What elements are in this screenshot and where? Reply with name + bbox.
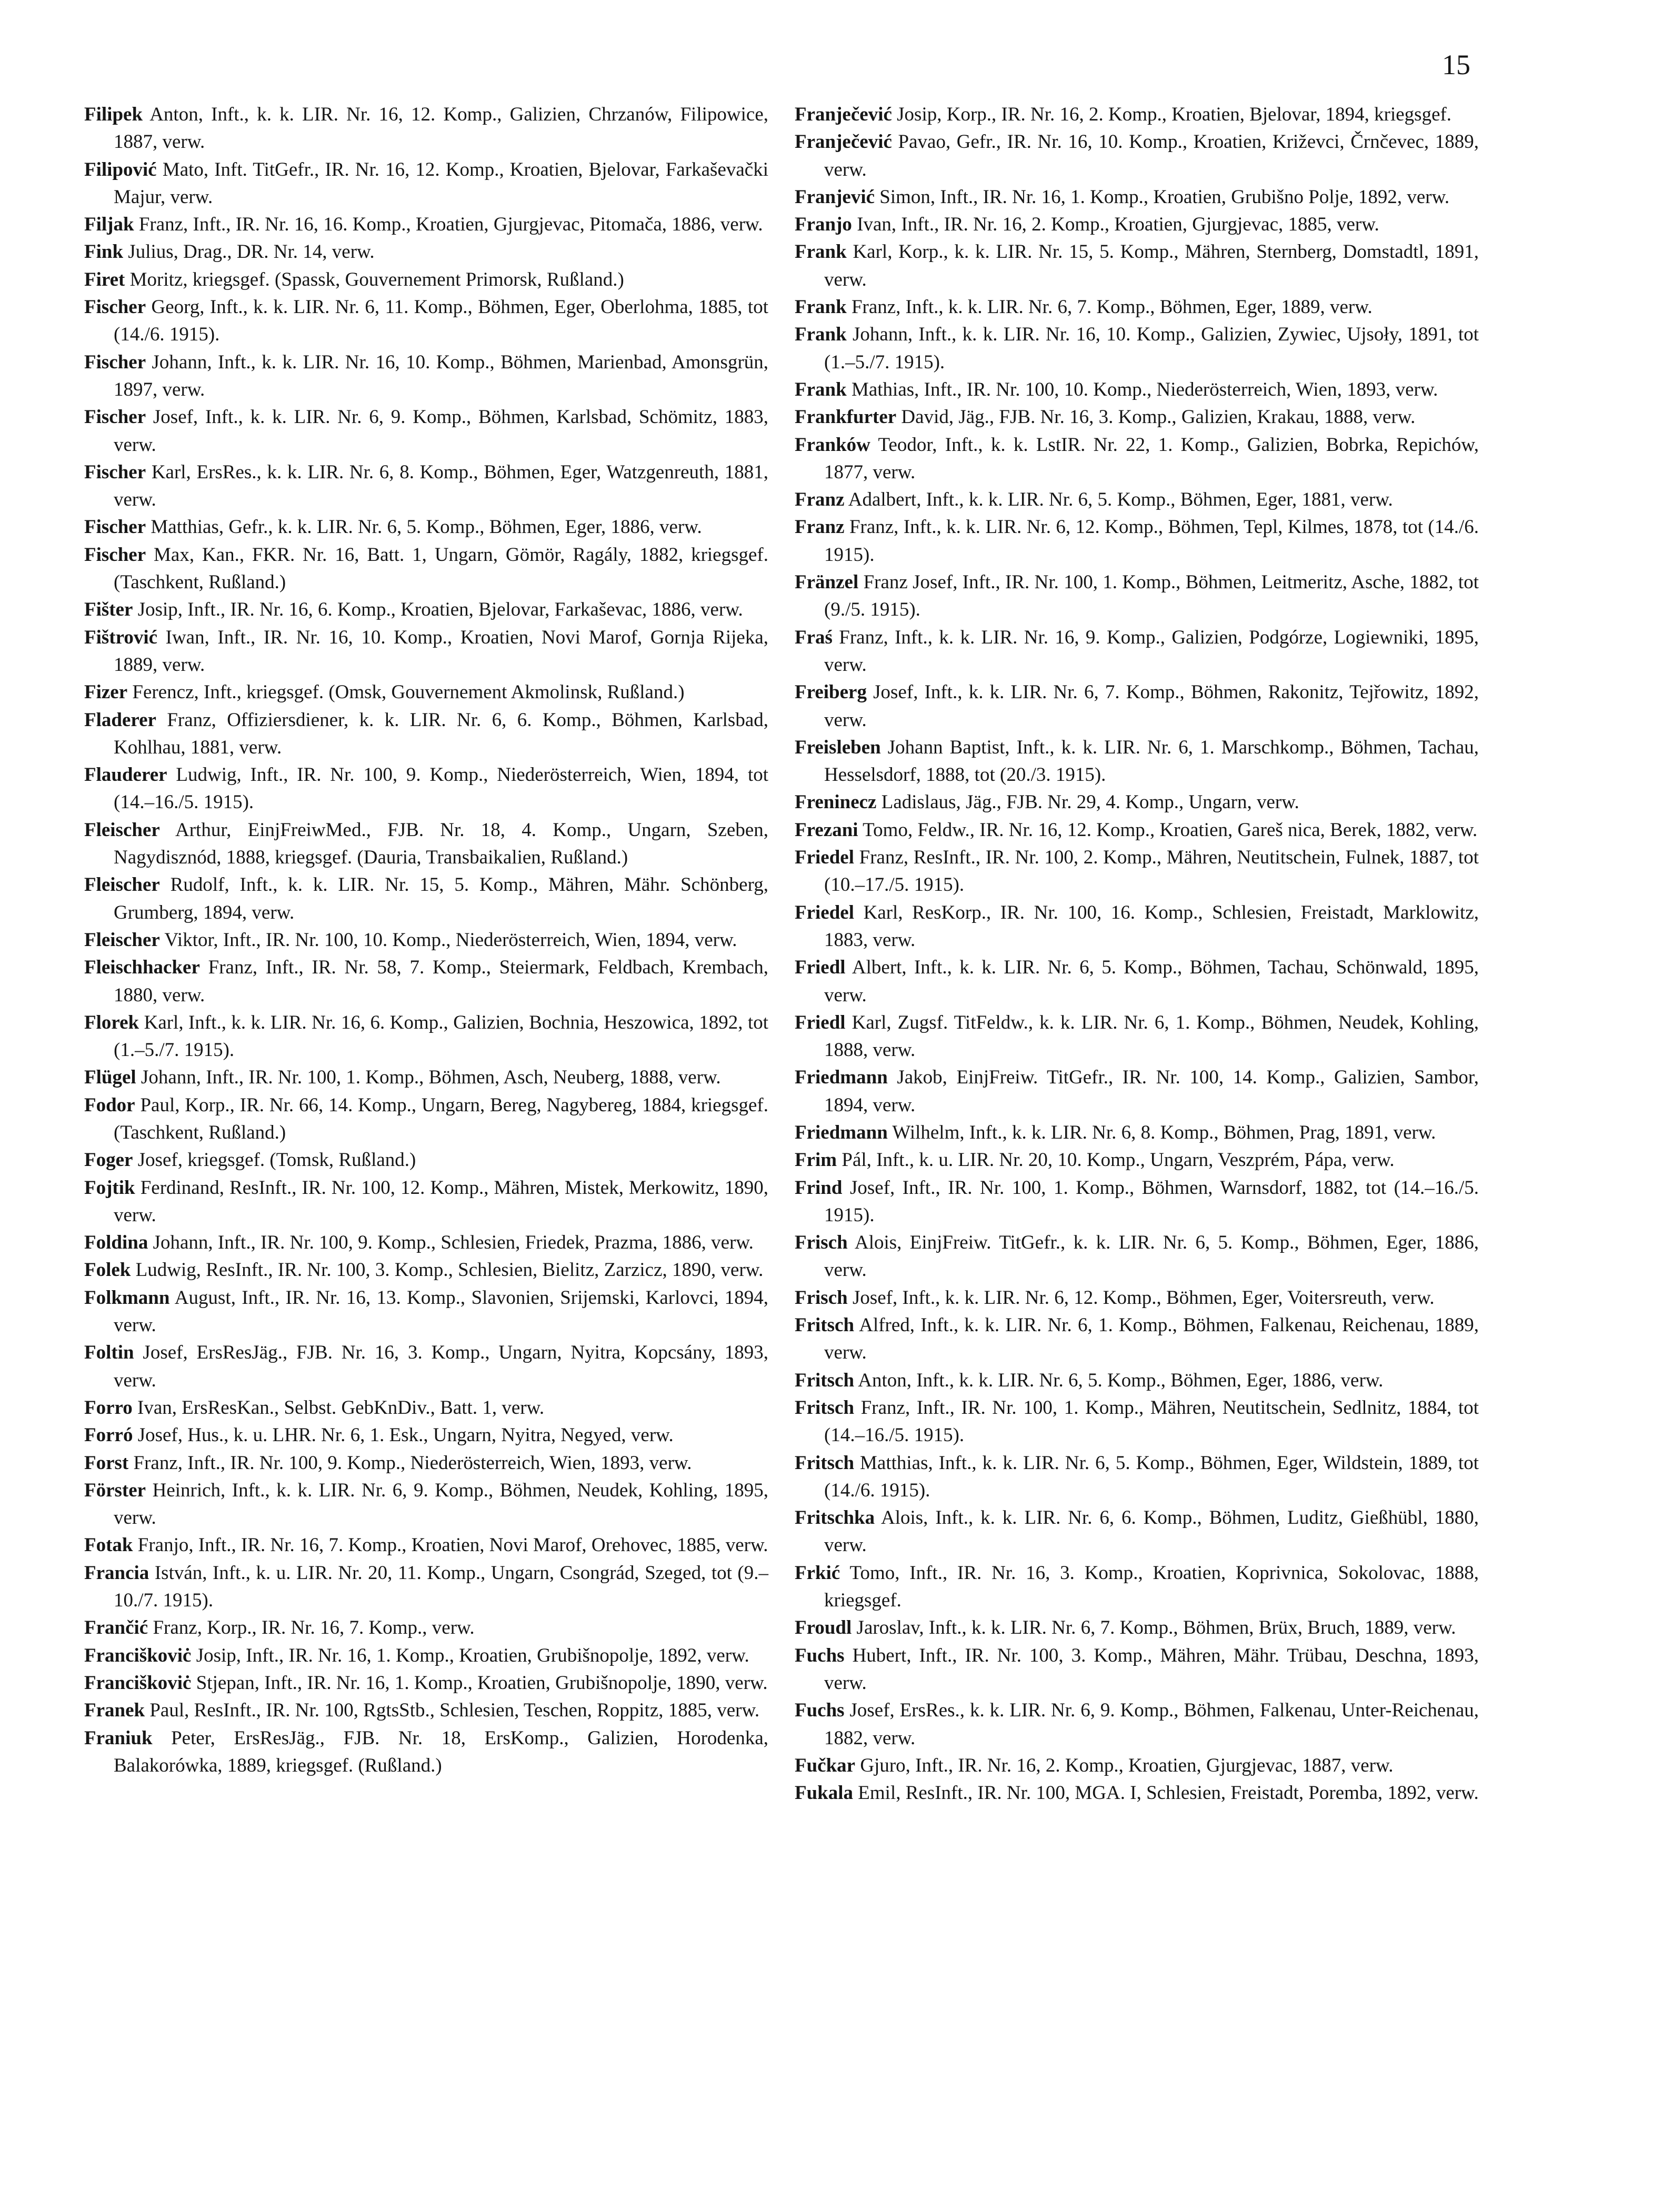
entry-details: Simon, Inft., IR. Nr. 16, 1. Komp., Kroatien, Grubišno Polje, 1892, verw. (879, 186, 1450, 208)
entry-surname: Fleischer (84, 874, 160, 896)
list-entry (795, 1394, 1479, 1450)
entry-details: Ivan, ErsResKan., Selbst. GebKnDiv., Batt. 1, verw. (137, 1396, 545, 1419)
list-entry (84, 101, 768, 156)
entry-details: Stjepan, Inft., IR. Nr. 16, 1. Komp., Kroatien, Grubišnopolje, 1890, verw. (196, 1672, 768, 1694)
entry-details: Matthias, Inft., k. k. LIR. Nr. 6, 5. Komp., Böhmen, Eger, Wildstein, 1889, tot (14./6. 1915). (824, 1452, 1479, 1501)
list-entry (84, 238, 768, 266)
list-entry (795, 128, 1479, 184)
list-entry (795, 211, 1479, 238)
entry-details: Josef, Inft., k. k. LIR. Nr. 6, 12. Komp., Böhmen, Eger, Voitersreuth, verw. (852, 1286, 1435, 1309)
entry-surname: Fritsch (795, 1314, 855, 1336)
entry-details: Franz, Inft., k. k. LIR. Nr. 16, 9. Komp., Galizien, Podgórze, Logiewniki, 1895, verw. (824, 626, 1479, 676)
entry-details: Moritz, kriegsgef. (Spassk, Gouvernement Primorsk, Rußland.) (129, 268, 624, 290)
entry-surname: Filjak (84, 214, 134, 236)
list-entry (84, 1614, 768, 1642)
right-column (795, 101, 1479, 2174)
entry-surname: Fritschka (795, 1507, 875, 1529)
entry-surname: Frisch (795, 1286, 848, 1309)
entry-details: Anton, Inft., k. k. LIR. Nr. 6, 5. Komp., Böhmen, Eger, 1886, verw. (858, 1369, 1384, 1391)
list-entry (84, 1284, 768, 1340)
entry-surname: Frisch (795, 1232, 848, 1254)
list-entry (795, 101, 1479, 128)
entry-surname: Foltin (84, 1342, 134, 1364)
list-entry (795, 1009, 1479, 1064)
list-entry (795, 954, 1479, 1009)
entry-surname: Freisleben (795, 736, 881, 758)
list-entry (84, 1670, 768, 1697)
list-entry (795, 376, 1479, 404)
entry-details: Karl, Zugsf. TitFeldw., k. k. LIR. Nr. 6, 1. Komp., Böhmen, Neudek, Kohling, 1888, verw. (824, 1011, 1479, 1061)
entry-details: Mathias, Inft., IR. Nr. 100, 10. Komp., Niederösterreich, Wien, 1893, verw. (851, 378, 1438, 400)
entry-surname: Fritsch (795, 1369, 855, 1391)
list-entry (795, 514, 1479, 569)
entry-surname: Freiberg (795, 681, 867, 703)
entry-surname: Frankfurter (795, 406, 897, 428)
entry-surname: Froudl (795, 1617, 852, 1639)
list-entry (84, 1394, 768, 1422)
entry-details: Franz, Korp., IR. Nr. 16, 7. Komp., verw. (153, 1617, 475, 1639)
entry-surname: Franjo (795, 214, 852, 236)
entry-surname: Filipek (84, 104, 143, 125)
entry-surname: Flauderer (84, 764, 167, 786)
list-entry (84, 211, 768, 238)
entry-details: Franz, Inft., IR. Nr. 100, 9. Komp., Niederösterreich, Wien, 1893, verw. (133, 1452, 692, 1474)
list-entry (84, 459, 768, 514)
entry-surname: Fuchs (795, 1644, 845, 1666)
entry-details: Heinrich, Inft., k. k. LIR. Nr. 6, 9. Komp., Böhmen, Neudek, Kohling, 1895, verw. (114, 1479, 768, 1529)
list-entry (795, 1284, 1479, 1312)
entry-surname: Fukala (795, 1782, 854, 1804)
entry-details: Julius, Drag., DR. Nr. 14, verw. (128, 241, 375, 263)
list-entry (84, 1422, 768, 1449)
entry-details: Franz, Inft., IR. Nr. 58, 7. Komp., Steiermark, Feldbach, Krembach, 1880, verw. (114, 957, 768, 1006)
list-entry (84, 514, 768, 541)
list-entry (84, 1256, 768, 1284)
list-entry (84, 1009, 768, 1064)
entry-details: Johann, Inft., k. k. LIR. Nr. 16, 10. Komp., Böhmen, Marienbad, Amonsgrün, 1897, verw. (114, 351, 769, 400)
list-entry (795, 1504, 1479, 1560)
entry-details: Josef, Hus., k. u. LHR. Nr. 6, 1. Esk., Ungarn, Nyitra, Negyed, verw. (137, 1424, 674, 1446)
list-entry (84, 596, 768, 624)
list-entry (795, 1642, 1479, 1697)
list-entry (795, 1312, 1479, 1367)
entry-details: Karl, Inft., k. k. LIR. Nr. 16, 6. Komp., Galizien, Bochnia, Heszowica, 1892, tot (1.–5./7. 1915). (114, 1011, 768, 1061)
entry-surname: Fischer (84, 544, 146, 566)
list-entry (795, 294, 1479, 321)
entry-details: Franz, ResInft., IR. Nr. 100, 2. Komp., Mähren, Neutitschein, Fulnek, 1887, tot (10.–17./5. 1915). (824, 847, 1479, 896)
list-entry (84, 1064, 768, 1091)
entry-surname: Fritsch (795, 1452, 855, 1474)
entry-surname: Fleischer (84, 929, 160, 951)
entry-details: Ivan, Inft., IR. Nr. 16, 2. Komp., Kroatien, Gjurgjevac, 1885, verw. (857, 214, 1379, 236)
entry-details: Emil, ResInft., IR. Nr. 100, MGA. I, Schlesien, Freistadt, Poremba, 1892, verw. (858, 1782, 1479, 1804)
entry-details: Anton, Inft., k. k. LIR. Nr. 16, 12. Komp., Galizien, Chrzanów, Filipowice, 1887, verw. (114, 104, 768, 153)
entry-surname: Frezani (795, 819, 858, 841)
entry-surname: Frank (795, 324, 847, 346)
entry-details: Josef, ErsResJäg., FJB. Nr. 16, 3. Komp., Ungarn, Nyitra, Kopcsány, 1893, verw. (114, 1342, 769, 1391)
page-number: 15 (1442, 49, 1470, 81)
entry-surname: Fischer (84, 516, 146, 538)
list-entry (84, 871, 768, 927)
entry-surname: Fizer (84, 681, 128, 703)
entry-details: István, Inft., k. u. LIR. Nr. 20, 11. Komp., Ungarn, Csongrád, Szeged, tot (9.–10./7. 1915). (114, 1562, 768, 1612)
entry-details: Johann Baptist, Inft., k. k. LIR. Nr. 6, 1. Marschkomp., Böhmen, Tachau, Hesselsdorf, 1888, tot (20./3. 1915). (824, 736, 1479, 786)
entry-surname: Franz (795, 489, 845, 511)
entry-details: Josef, ErsRes., k. k. LIR. Nr. 6, 9. Komp., Böhmen, Falkenau, Unter-Reichenau, 1882, verw. (824, 1700, 1479, 1749)
entry-details: Iwan, Inft., IR. Nr. 16, 10. Komp., Kroatien, Novi Marof, Gornja Rijeka, 1889, verw. (114, 626, 769, 676)
list-entry (84, 927, 768, 954)
entry-details: Franz, Inft., k. k. LIR. Nr. 6, 12. Komp., Böhmen, Tepl, Kilmes, 1878, tot (14./6. 1915). (824, 516, 1479, 566)
list-entry (84, 1697, 768, 1724)
list-entry (795, 789, 1479, 816)
left-column (84, 101, 768, 2174)
entry-surname: Fischer (84, 296, 146, 318)
entry-surname: Franječević (795, 131, 892, 153)
entry-details: David, Jäg., FJB. Nr. 16, 3. Komp., Galizien, Krakau, 1888, verw. (901, 406, 1416, 428)
entry-details: Paul, ResInft., IR. Nr. 100, RgtsStb., Schlesien, Teschen, Roppitz, 1885, verw. (149, 1700, 760, 1722)
list-entry (84, 624, 768, 679)
list-entry (84, 707, 768, 762)
entry-surname: Foldina (84, 1232, 148, 1254)
entry-surname: Fodor (84, 1094, 135, 1116)
entry-surname: Frank (795, 296, 847, 318)
entry-surname: Filipović (84, 158, 157, 180)
list-entry (84, 1477, 768, 1532)
entry-details: Franjo, Inft., IR. Nr. 16, 7. Komp., Kroatien, Novi Marof, Orehovec, 1885, verw. (137, 1534, 768, 1556)
entry-details: Johann, Inft., IR. Nr. 100, 9. Komp., Schlesien, Friedek, Prazma, 1886, verw. (153, 1232, 754, 1254)
list-entry (795, 486, 1479, 514)
entry-details: Adalbert, Inft., k. k. LIR. Nr. 6, 5. Komp., Böhmen, Eger, 1881, verw. (848, 489, 1393, 511)
entry-details: Jaroslav, Inft., k. k. LIR. Nr. 6, 7. Komp., Böhmen, Brüx, Bruch, 1889, verw. (856, 1617, 1456, 1639)
entry-details: Matthias, Gefr., k. k. LIR. Nr. 6, 5. Komp., Böhmen, Eger, 1886, verw. (151, 516, 702, 538)
list-entry (84, 1560, 768, 1615)
list-entry (795, 1174, 1479, 1230)
entry-surname: Fischer (84, 406, 146, 428)
entry-details: Josip, Inft., IR. Nr. 16, 6. Komp., Kroatien, Bjelovar, Farkaševac, 1886, verw. (137, 599, 743, 621)
entry-surname: Frančić (84, 1617, 148, 1639)
list-entry (84, 679, 768, 706)
entry-details: Franz Josef, Inft., IR. Nr. 100, 1. Komp., Böhmen, Leitmeritz, Asche, 1882, tot (9./5. 1915). (824, 571, 1479, 621)
entry-surname: Fučkar (795, 1754, 856, 1776)
list-entry (795, 734, 1479, 789)
list-entry (795, 679, 1479, 734)
entry-details: Josef, Inft., k. k. LIR. Nr. 6, 7. Komp., Böhmen, Rakonitz, Tejřowitz, 1892, verw. (824, 681, 1479, 731)
entry-surname: Fritsch (795, 1396, 855, 1419)
list-entry (84, 156, 768, 212)
entry-surname: Fischer (84, 351, 146, 373)
entry-surname: Forst (84, 1452, 129, 1474)
entry-details: Pál, Inft., k. u. LIR. Nr. 20, 10. Komp., Ungarn, Veszprém, Pápa, verw. (841, 1149, 1395, 1171)
list-entry (84, 1229, 768, 1256)
list-entry (795, 1450, 1479, 1505)
entry-details: Albert, Inft., k. k. LIR. Nr. 6, 5. Komp., Böhmen, Tachau, Schönwald, 1895, verw. (824, 957, 1479, 1006)
entry-details: Josip, Korp., IR. Nr. 16, 2. Komp., Kroatien, Bjelovar, 1894, kriegsgef. (897, 104, 1452, 125)
entry-details: Ferencz, Inft., kriegsgef. (Omsk, Gouvernement Akmolinsk, Rußland.) (132, 681, 685, 703)
list-entry (795, 321, 1479, 376)
entry-details: Josef, Inft., IR. Nr. 100, 1. Komp., Böhmen, Warnsdorf, 1882, tot (14.–16./5. 1915). (824, 1177, 1479, 1226)
list-entry (795, 1779, 1479, 1807)
entry-surname: Folkmann (84, 1286, 170, 1309)
entry-details: Viktor, Inft., IR. Nr. 100, 10. Komp., Niederösterreich, Wien, 1894, verw. (164, 929, 737, 951)
list-entry (795, 1752, 1479, 1779)
entry-surname: Franciškoviċ (84, 1644, 192, 1666)
list-entry (795, 624, 1479, 679)
entry-details: Karl, ErsRes., k. k. LIR. Nr. 6, 8. Komp., Böhmen, Eger, Watzgenreuth, 1881, verw. (114, 461, 768, 511)
entry-surname: Friedel (795, 901, 855, 923)
list-entry (795, 431, 1479, 487)
entry-details: Franz, Inft., IR. Nr. 100, 1. Komp., Mähren, Neutitschein, Sedlnitz, 1884, tot (14.–16./5. 1915). (824, 1396, 1479, 1446)
list-entry (795, 1147, 1479, 1174)
entry-surname: Fištrović (84, 626, 158, 648)
entry-details: Hubert, Inft., IR. Nr. 100, 3. Komp., Mähren, Mähr. Trübau, Deschna, 1893, verw. (824, 1644, 1479, 1694)
list-entry (84, 1092, 768, 1147)
list-entry (84, 294, 768, 349)
entry-surname: Förster (84, 1479, 146, 1501)
list-entry (795, 1614, 1479, 1642)
list-entry (795, 1560, 1479, 1615)
entry-surname: Friedel (795, 847, 855, 869)
entry-surname: Franz (795, 516, 845, 538)
entry-surname: Franjević (795, 186, 875, 208)
list-entry (795, 404, 1479, 431)
entry-surname: Friedl (795, 1011, 846, 1033)
list-entry (795, 1697, 1479, 1752)
entry-surname: Florek (84, 1011, 139, 1033)
list-entry (84, 266, 768, 294)
list-entry (84, 817, 768, 872)
entry-details: Johann, Inft., k. k. LIR. Nr. 16, 10. Komp., Galizien, Zywiec, Ujsoły, 1891, tot (1.–5./7. 1915). (824, 324, 1479, 373)
entry-details: Teodor, Inft., k. k. LstIR. Nr. 22, 1. Komp., Galizien, Bobrka, Repichów, 1877, verw. (824, 434, 1479, 483)
list-entry (84, 1174, 768, 1230)
list-entry (795, 817, 1479, 844)
entry-details: Alois, Inft., k. k. LIR. Nr. 6, 6. Komp., Böhmen, Luditz, Gießhübl, 1880, verw. (824, 1507, 1479, 1556)
list-entry (84, 1147, 768, 1174)
list-entry (795, 1064, 1479, 1119)
entry-surname: Forró (84, 1424, 133, 1446)
entry-surname: Frim (795, 1149, 837, 1171)
entry-surname: Franków (795, 434, 870, 456)
entry-details: Rudolf, Inft., k. k. LIR. Nr. 15, 5. Komp., Mähren, Mähr. Schönberg, Grumberg, 1894, verw. (114, 874, 768, 923)
entry-details: Ludwig, Inft., IR. Nr. 100, 9. Komp., Niederösterreich, Wien, 1894, tot (14.–16./5. 1915). (114, 764, 769, 813)
entry-surname: Folek (84, 1259, 131, 1281)
entry-surname: Frkić (795, 1562, 840, 1584)
entry-details: Peter, ErsResJäg., FJB. Nr. 18, ErsKomp., Galizien, Horodenka, Balakorówka, 1889, kriegsgef. (Rußland.) (114, 1727, 769, 1776)
entry-details: Wilhelm, Inft., k. k. LIR. Nr. 6, 8. Komp., Böhmen, Prag, 1891, verw. (892, 1121, 1436, 1143)
entry-surname: Foger (84, 1149, 133, 1171)
entry-details: Johann, Inft., IR. Nr. 100, 1. Komp., Böhmen, Asch, Neuberg, 1888, verw. (141, 1067, 721, 1089)
entry-surname: Franiuk (84, 1727, 153, 1749)
entry-details: Pavao, Gefr., IR. Nr. 16, 10. Komp., Kroatien, Križevci, Črnčevec, 1889, verw. (824, 131, 1479, 180)
entry-surname: Frank (795, 378, 847, 400)
list-entry (84, 541, 768, 597)
entry-details: Mato, Inft. TitGefr., IR. Nr. 16, 12. Komp., Kroatien, Bjelovar, Farkaševački Majur, verw. (114, 158, 768, 208)
entry-surname: Fränzel (795, 571, 859, 594)
entry-details: Josef, Inft., k. k. LIR. Nr. 6, 9. Komp., Böhmen, Karlsbad, Schömitz, 1883, verw. (114, 406, 768, 456)
entry-surname: Fotak (84, 1534, 133, 1556)
list-entry (84, 349, 768, 404)
entry-details: Georg, Inft., k. k. LIR. Nr. 6, 11. Komp., Böhmen, Eger, Oberlohma, 1885, tot (14./6. 1915). (114, 296, 768, 346)
list-entry (84, 954, 768, 1009)
entry-details: Franz, Offiziersdiener, k. k. LIR. Nr. 6, 6. Komp., Böhmen, Karlsbad, Kohlhau, 1881, verw. (114, 709, 768, 758)
entry-details: Jakob, EinjFreiw. TitGefr., IR. Nr. 100, 14. Komp., Galizien, Sambor, 1894, verw. (824, 1067, 1479, 1116)
list-entry (795, 238, 1479, 294)
list-entry (84, 1450, 768, 1477)
entry-surname: Fišter (84, 599, 133, 621)
entry-surname: Fleischhacker (84, 957, 200, 979)
entry-details: Alois, EinjFreiw. TitGefr., k. k. LIR. Nr. 6, 5. Komp., Böhmen, Eger, 1886, verw. (824, 1232, 1479, 1281)
list-entry (84, 1532, 768, 1559)
entry-surname: Franek (84, 1700, 145, 1722)
entry-details: Ladislaus, Jäg., FJB. Nr. 29, 4. Komp., Ungarn, verw. (881, 791, 1299, 813)
list-entry (84, 1725, 768, 1780)
list-entry (795, 1229, 1479, 1284)
entry-surname: Fischer (84, 461, 146, 483)
list-entry (84, 761, 768, 817)
entry-surname: Freninecz (795, 791, 877, 813)
entry-details: Josef, kriegsgef. (Tomsk, Rußland.) (137, 1149, 416, 1171)
entry-surname: Francia (84, 1562, 149, 1584)
entry-details: Tomo, Feldw., IR. Nr. 16, 12. Komp., Kroatien, Gareš nica, Berek, 1882, verw. (863, 819, 1478, 841)
entry-details: Karl, ResKorp., IR. Nr. 100, 16. Komp., Schlesien, Freistadt, Marklowitz, 1883, verw. (824, 901, 1479, 951)
entry-details: Max, Kan., FKR. Nr. 16, Batt. 1, Ungarn, Gömör, Ragály, 1882, kriegsgef. (Taschkent, Rußland.) (114, 544, 768, 594)
list-entry (795, 1119, 1479, 1147)
list-entry (84, 404, 768, 459)
entry-surname: Frank (795, 241, 847, 263)
entry-surname: Forro (84, 1396, 133, 1419)
entry-surname: Friedmann (795, 1121, 888, 1143)
entry-details: Paul, Korp., IR. Nr. 66, 14. Komp., Ungarn, Bereg, Nagybereg, 1884, kriegsgef. (Taschkent, Rußland.) (114, 1094, 768, 1143)
entry-details: August, Inft., IR. Nr. 16, 13. Komp., Slavonien, Srijemski, Karlovci, 1894, verw. (114, 1286, 768, 1336)
entry-surname: Fladerer (84, 709, 156, 731)
entry-surname: Frind (795, 1177, 843, 1199)
list-entry (84, 1339, 768, 1394)
entry-surname: Fuchs (795, 1700, 845, 1722)
entry-surname: Firet (84, 268, 125, 290)
list-entry (795, 569, 1479, 624)
entry-details: Josip, Inft., IR. Nr. 16, 1. Komp., Kroatien, Grubišnopolje, 1892, verw. (196, 1644, 749, 1666)
list-entry (795, 844, 1479, 899)
entry-surname: Franječević (795, 104, 892, 125)
list-entry (795, 899, 1479, 954)
list-entry (84, 1642, 768, 1670)
entry-details: Gjuro, Inft., IR. Nr. 16, 2. Komp., Kroatien, Gjurgjevac, 1887, verw. (860, 1754, 1394, 1776)
entry-surname: Fraś (795, 626, 833, 648)
entry-details: Franz, Inft., k. k. LIR. Nr. 6, 7. Komp., Böhmen, Eger, 1889, verw. (851, 296, 1373, 318)
list-entry (795, 1367, 1479, 1394)
entry-surname: Franciškoviċ (84, 1672, 192, 1694)
entry-surname: Fleischer (84, 819, 160, 841)
entry-details: Alfred, Inft., k. k. LIR. Nr. 6, 1. Komp., Böhmen, Falkenau, Reichenau, 1889, verw. (824, 1314, 1479, 1364)
entry-surname: Fojtik (84, 1177, 135, 1199)
entry-details: Tomo, Inft., IR. Nr. 16, 3. Komp., Kroatien, Koprivnica, Sokolovac, 1888, kriegsgef. (824, 1562, 1479, 1612)
entry-details: Karl, Korp., k. k. LIR. Nr. 15, 5. Komp., Mähren, Sternberg, Domstadtl, 1891, verw. (824, 241, 1479, 290)
entry-surname: Flügel (84, 1067, 136, 1089)
list-entry (795, 184, 1479, 211)
entry-details: Ferdinand, ResInft., IR. Nr. 100, 12. Komp., Mähren, Mistek, Merkowitz, 1890, verw. (114, 1177, 768, 1226)
entry-details: Franz, Inft., IR. Nr. 16, 16. Komp., Kroatien, Gjurgjevac, Pitomača, 1886, verw. (138, 214, 763, 236)
entry-surname: Friedl (795, 957, 846, 979)
entry-surname: Fink (84, 241, 124, 263)
entry-details: Arthur, EinjFreiwMed., FJB. Nr. 18, 4. Komp., Ungarn, Szeben, Nagydisznód, 1888, kriegsgef. (Dauria, Transbaikalien, Rußland.) (114, 819, 768, 869)
entry-details: Ludwig, ResInft., IR. Nr. 100, 3. Komp., Schlesien, Bielitz, Zarzicz, 1890, verw. (135, 1259, 764, 1281)
entry-surname: Friedmann (795, 1067, 888, 1089)
